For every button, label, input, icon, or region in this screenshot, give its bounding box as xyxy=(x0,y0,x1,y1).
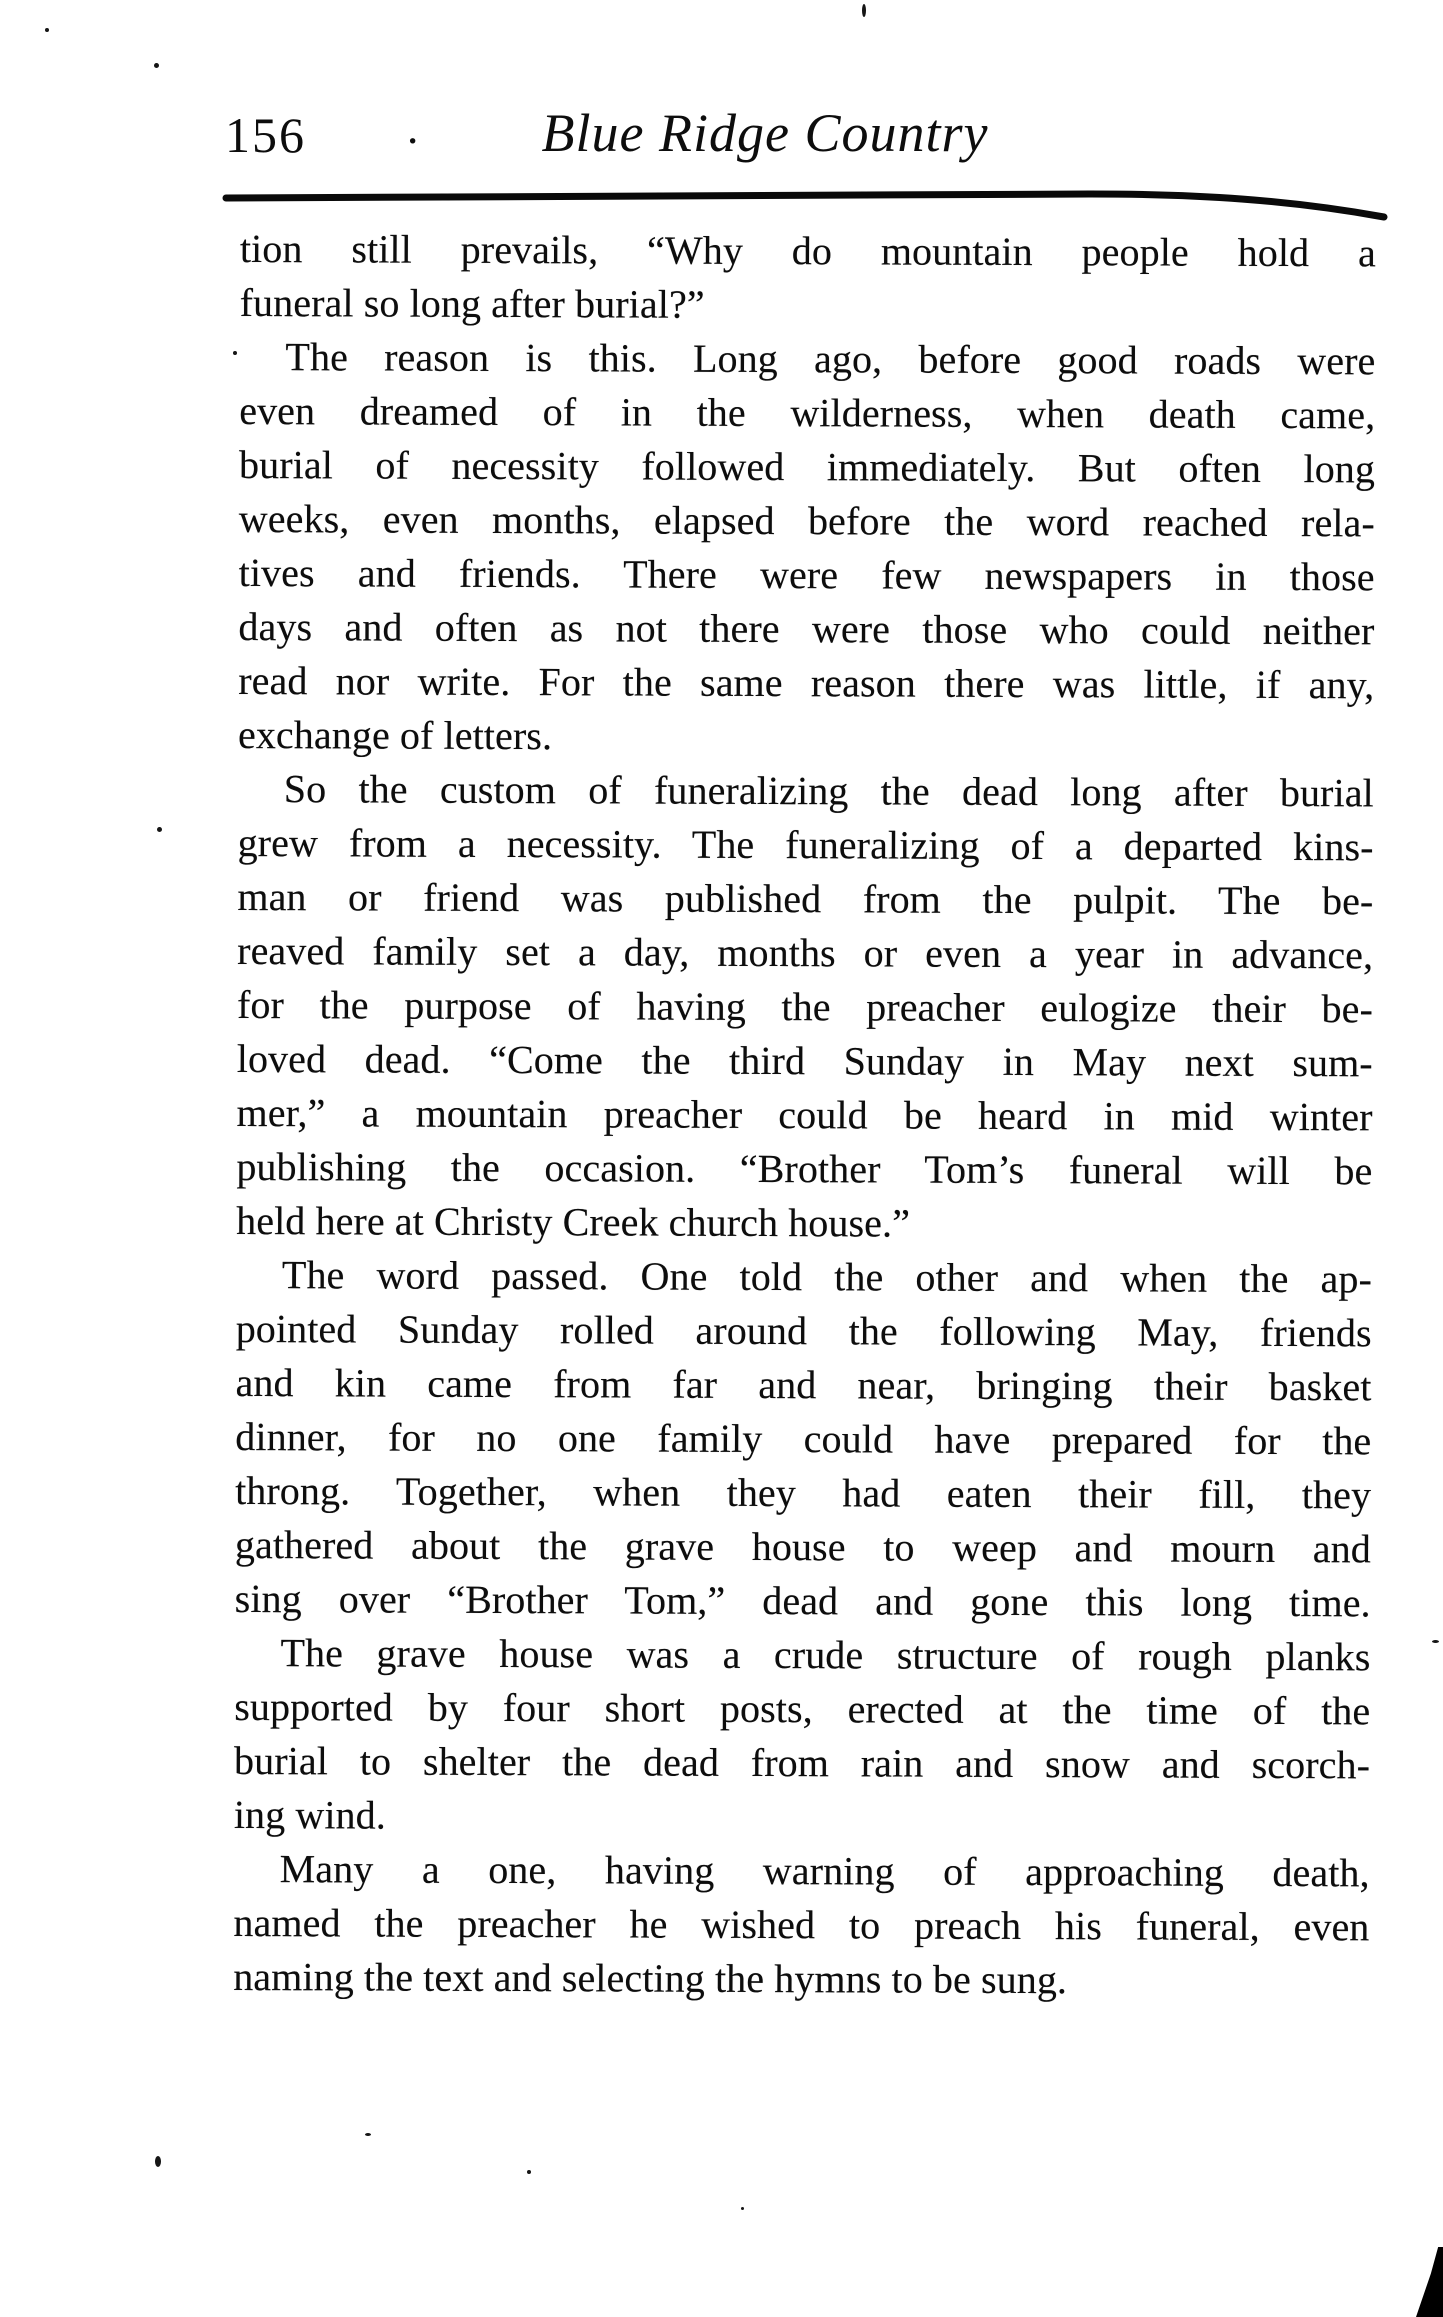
text-line: So the custom of funeralizing the dead long after burial xyxy=(283,766,1374,816)
text-line: The reason is this. Long ago, before good roads were xyxy=(285,334,1376,384)
text-line: naming the text and selecting the hymns to be sung. xyxy=(233,1953,1068,2003)
text-line: funeral so long after burial?” xyxy=(239,279,705,327)
text-line: held here at Christy Creek church house.” xyxy=(236,1197,911,1246)
scan-speck xyxy=(45,28,49,32)
text-line: and kin came from far and near, bringing their basket xyxy=(235,1359,1372,1410)
text-line: The word passed. One told the other and when the ap- xyxy=(281,1252,1373,1302)
scan-speck xyxy=(154,63,159,68)
text-line: even dreamed of in the wilderness, when death came, xyxy=(239,387,1376,438)
scan-speck xyxy=(157,827,162,832)
text-line: publishing the occasion. “Brother Tom’s funeral will be xyxy=(236,1143,1373,1194)
text-line: weeks, even months, elapsed before the word reached rela- xyxy=(238,495,1375,546)
text-line: man or friend was published from the pulpit. The be- xyxy=(237,873,1374,924)
body-text xyxy=(233,222,1376,2008)
scan-speck xyxy=(527,2170,531,2174)
scan-speck xyxy=(155,2156,161,2167)
text-line: days and often as not there were those who could neither xyxy=(238,603,1375,654)
running-title: Blue Ridge Country xyxy=(541,103,989,163)
text-line: sing over “Brother Tom,” dead and gone this long time. xyxy=(234,1575,1371,1626)
page-number: 156 xyxy=(225,107,306,163)
scan-speck xyxy=(741,2207,744,2210)
text-line: throng. Together, when they had eaten their fill, they xyxy=(235,1467,1372,1518)
text-line: ing wind. xyxy=(233,1791,386,1838)
text-line: dinner, for no one family could have prepared for the xyxy=(235,1413,1372,1464)
text-line: grew from a necessity. The funeralizing of a departed kins- xyxy=(237,819,1374,870)
scan-speck xyxy=(233,351,237,355)
text-line: for the purpose of having the preacher eulogize their be- xyxy=(236,981,1374,1032)
text-line: tives and friends. There were few newspapers in those xyxy=(238,549,1375,600)
text-line: mer,” a mountain preacher could be heard in mid winter xyxy=(236,1089,1373,1140)
text-line: exchange of letters. xyxy=(237,711,553,759)
scan-speck xyxy=(365,2133,371,2136)
text-line: named the preacher he wished to preach his funeral, even xyxy=(233,1899,1370,1950)
text-line: read nor write. For the same reason there was little, if any, xyxy=(238,657,1375,708)
text-line: Many a one, having warning of approaching death, xyxy=(279,1846,1370,1896)
scan-speck xyxy=(1432,1640,1439,1643)
text-line: supported by four short posts, erected at the time of the xyxy=(234,1683,1371,1734)
text-line: tion still prevails, “Why do mountain people hold a xyxy=(239,225,1376,276)
scan-speck xyxy=(862,4,866,17)
text-line: burial of necessity followed immediately. But often long xyxy=(238,441,1376,492)
text-line: The grave house was a crude structure of rough planks xyxy=(280,1630,1371,1680)
text-line: burial to shelter the dead from rain and snow and scorch- xyxy=(234,1737,1371,1788)
header-separator-dot: · xyxy=(405,115,421,166)
page-corner-shadow xyxy=(1416,2247,1443,2317)
text-line: gathered about the grave house to weep and mourn and xyxy=(234,1521,1372,1572)
text-line: pointed Sunday rolled around the following May, friends xyxy=(235,1305,1372,1356)
text-line: reaved family set a day, months or even a year in advance, xyxy=(237,927,1374,978)
text-line: loved dead. “Come the third Sunday in May next sum- xyxy=(236,1035,1373,1086)
